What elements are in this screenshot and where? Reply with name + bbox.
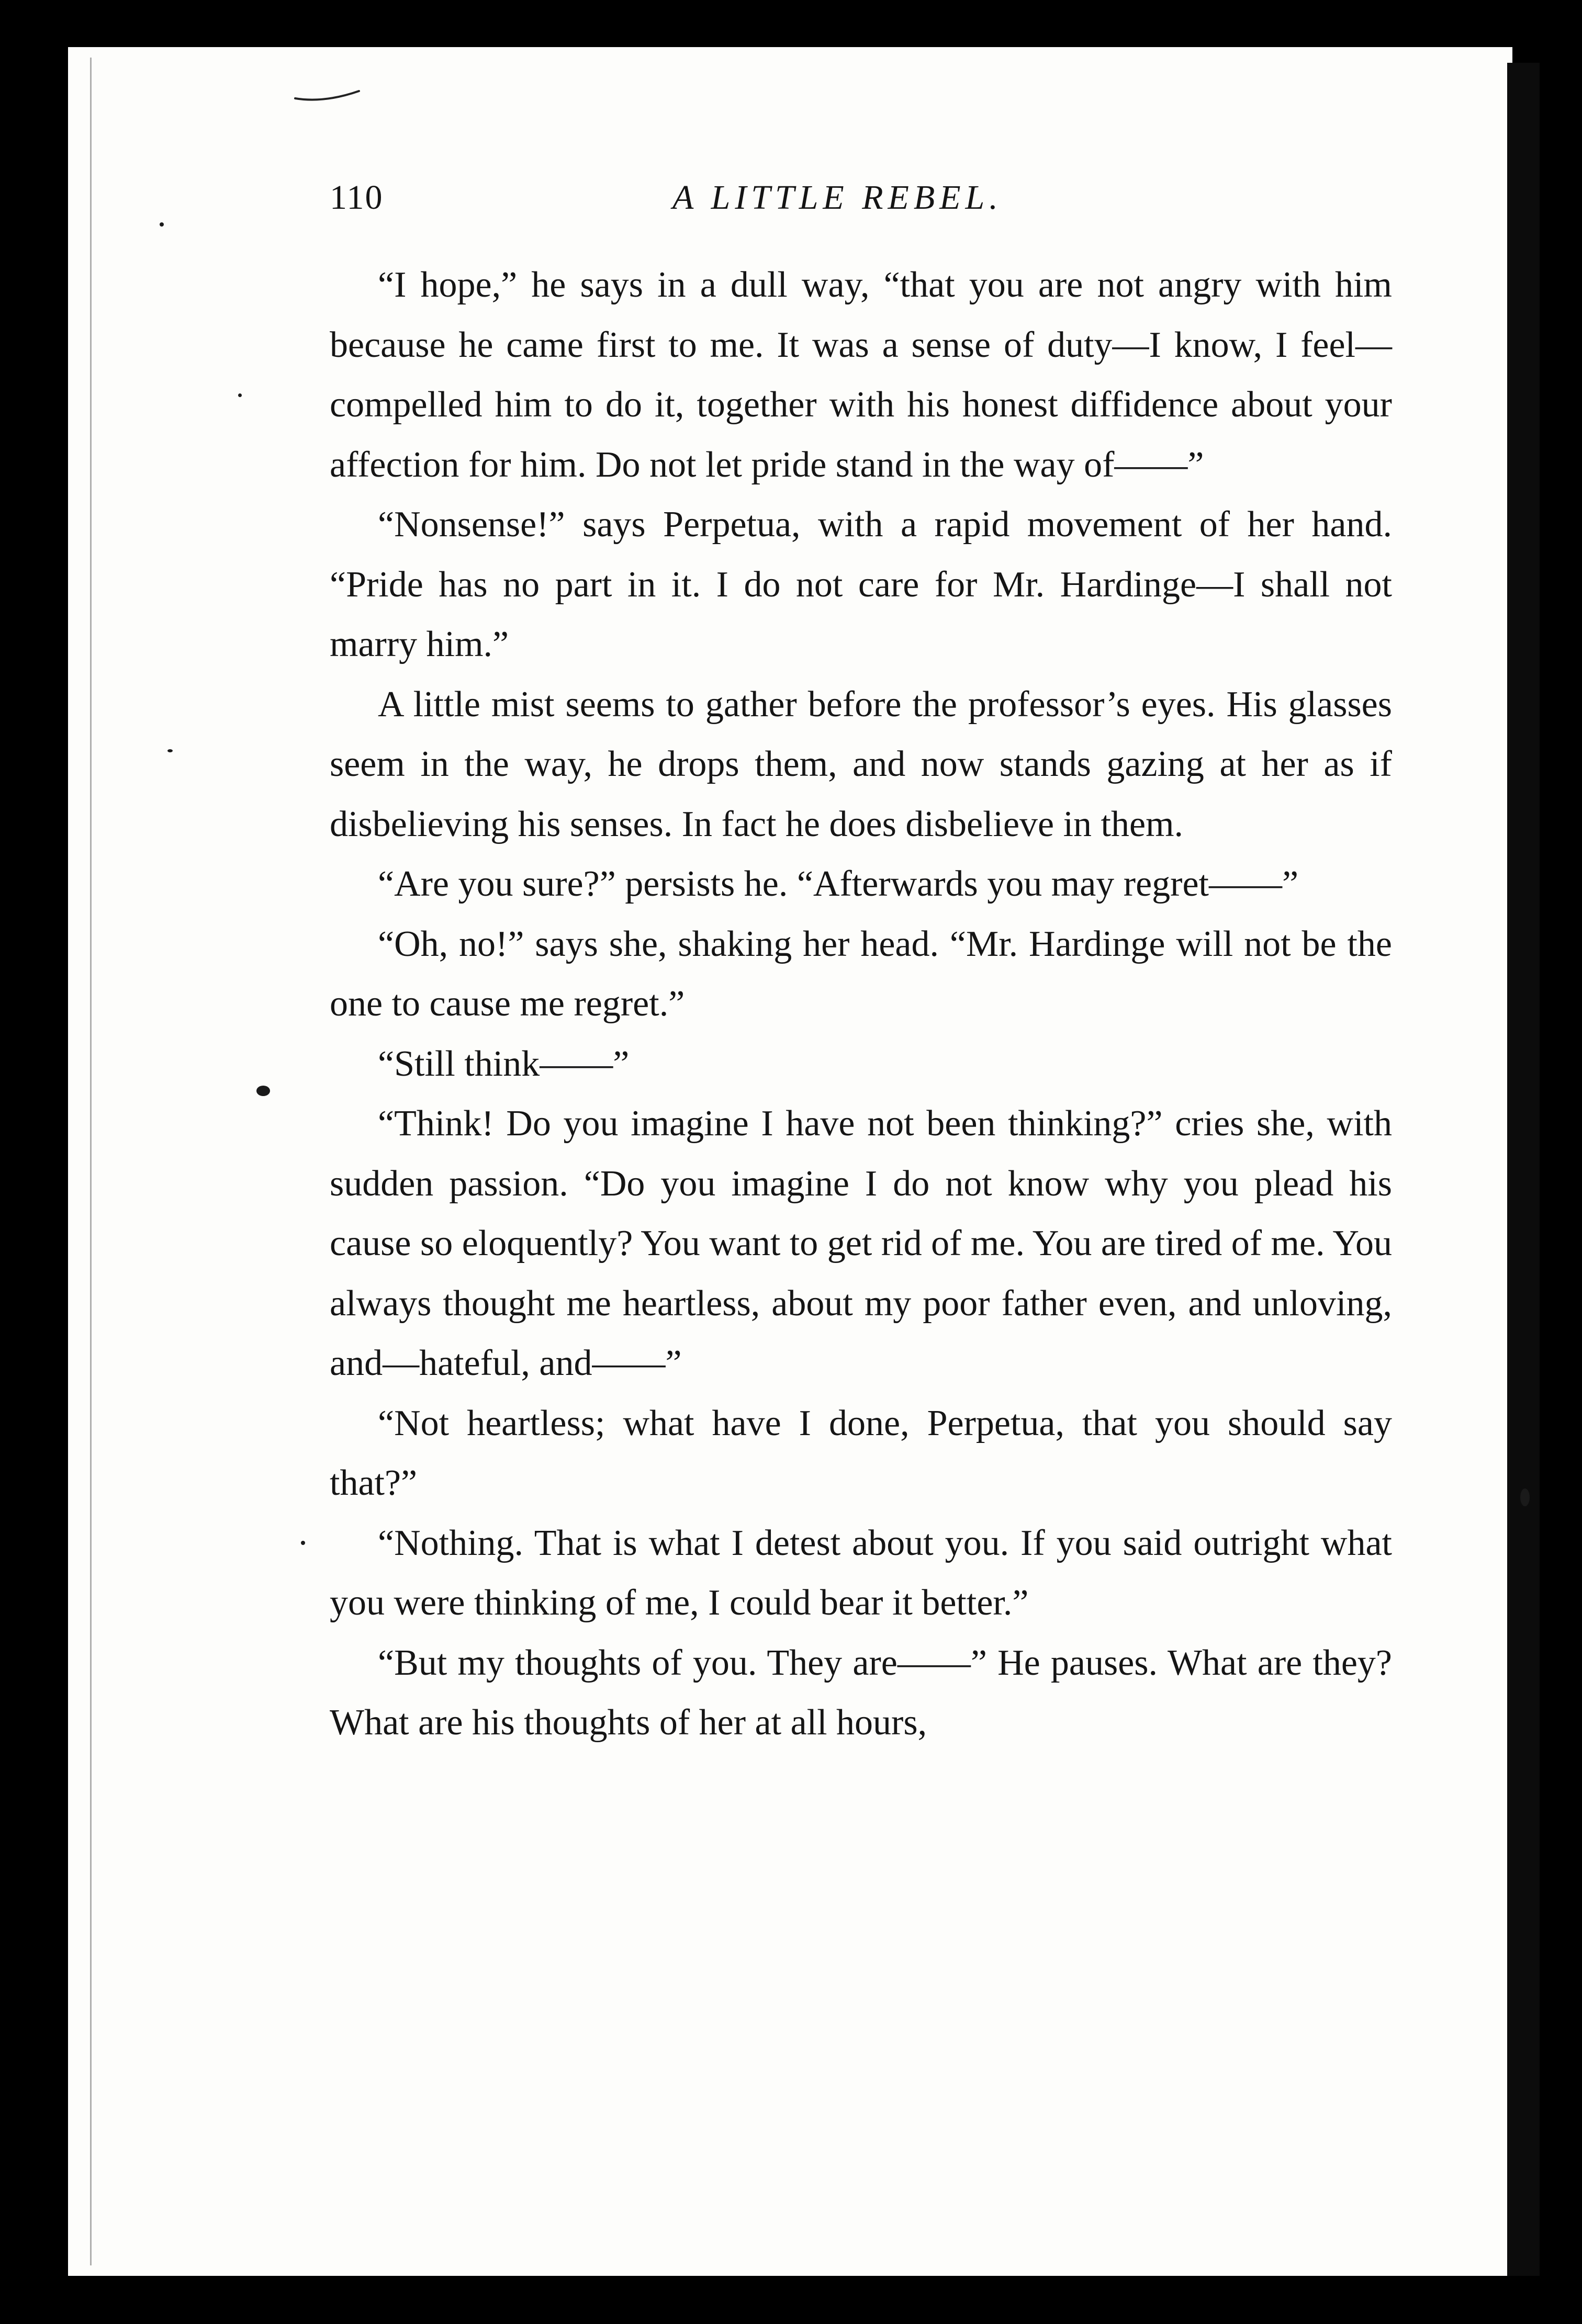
paragraph: “I hope,” he says in a dull way, “that you are not angry with him because he came first to me. It was a sense of duty—I know, I feel—compelled him to do it, together with his honest diffidence about your affection for him. Do not let pride stand in the way of——” bbox=[330, 265, 1392, 485]
ink-speck bbox=[301, 1541, 305, 1545]
ink-speck bbox=[238, 393, 242, 397]
ink-speck bbox=[160, 222, 164, 227]
ink-speck bbox=[167, 749, 173, 752]
scan-edge-bar bbox=[1507, 63, 1540, 2276]
paragraph: “Nonsense!” says Perpetua, with a rapid movement of her hand. “Pride has no part in it. I do not care for Mr. Hardinge—I shall not marry him.” bbox=[330, 504, 1392, 664]
ink-speck bbox=[1520, 1488, 1530, 1506]
paragraph: “Are you sure?” persists he. “Afterwards you may regret——” bbox=[378, 864, 1299, 904]
paragraph: “But my thoughts of you. They are——” He pauses. What are they? What are his thoughts of her at all hours, bbox=[330, 1642, 1392, 1743]
paragraph: “Not heartless; what have I done, Perpetua, that you should say that?” bbox=[330, 1403, 1392, 1503]
body-text bbox=[330, 255, 1392, 1753]
paragraph: “Think! Do you imagine I have not been thinking?” cries she, with sudden passion. “Do you imagine I do not know why you plead his cause so eloquently? You want to get rid of me. You are tired of me. You always thought me heartless, about my poor father even, and unloving, and—hateful, and——” bbox=[330, 1103, 1392, 1383]
running-title: A LITTLE REBEL. bbox=[672, 178, 1003, 217]
paragraph: “Nothing. That is what I detest about you. If you said outright what you were thinking of me, I could bear it better.” bbox=[330, 1522, 1392, 1623]
paragraph: A little mist seems to gather before the professor’s eyes. His glasses seem in the way, he drops them, and now stands gazing at her as if disbelieving his senses. In fact he does disbelieve in them. bbox=[330, 684, 1392, 844]
paragraph: “Oh, no!” says she, shaking her head. “Mr. Hardinge will not be the one to cause me regret.” bbox=[330, 923, 1392, 1024]
paragraph: “Still think——” bbox=[378, 1043, 630, 1084]
page-number: 110 bbox=[330, 178, 384, 217]
page-header bbox=[330, 178, 1376, 246]
page-edge-shadow bbox=[90, 58, 92, 2265]
ink-swash-mark bbox=[293, 88, 361, 103]
ink-speck bbox=[256, 1086, 270, 1096]
